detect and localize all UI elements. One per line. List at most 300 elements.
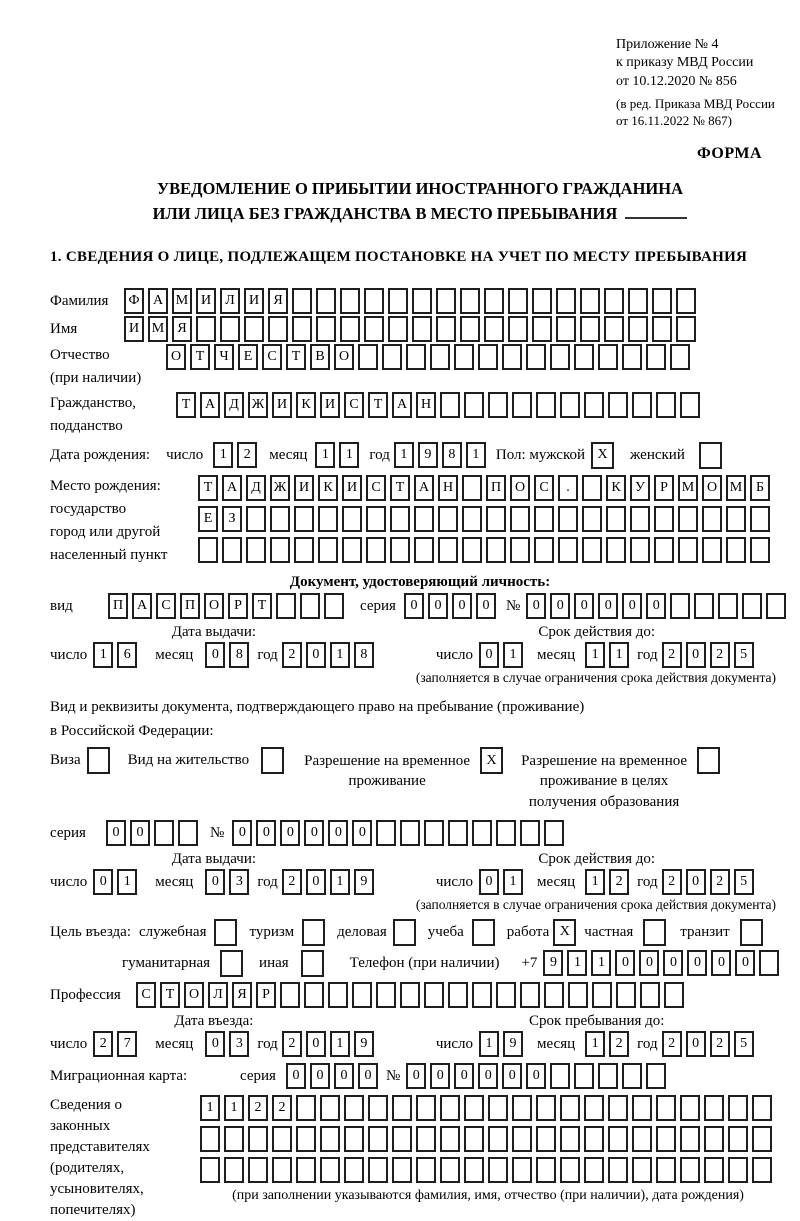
form-cell[interactable] xyxy=(366,506,386,532)
checkbox-cell[interactable] xyxy=(302,919,325,946)
form-cell[interactable]: 0 xyxy=(663,950,683,976)
form-cell[interactable] xyxy=(536,1095,556,1121)
form-cell[interactable]: И xyxy=(320,392,340,418)
checkbox-cell[interactable]: X xyxy=(553,919,576,946)
form-cell[interactable]: 0 xyxy=(526,593,546,619)
form-cell[interactable] xyxy=(656,392,676,418)
form-cell[interactable]: Р xyxy=(256,982,276,1008)
form-cell[interactable] xyxy=(512,392,532,418)
form-cell[interactable]: 0 xyxy=(622,593,642,619)
form-cell[interactable] xyxy=(622,1063,642,1089)
form-cell[interactable] xyxy=(416,1126,436,1152)
form-cell[interactable]: О xyxy=(510,475,530,501)
form-cell[interactable]: 0 xyxy=(598,593,618,619)
form-cell[interactable]: 2 xyxy=(93,1031,113,1057)
form-cell[interactable]: 2 xyxy=(282,642,302,668)
checkbox-cell[interactable] xyxy=(220,950,243,977)
form-cell[interactable]: И xyxy=(294,475,314,501)
form-cell[interactable] xyxy=(534,537,554,563)
form-cell[interactable] xyxy=(556,316,576,342)
form-cell[interactable] xyxy=(759,950,779,976)
form-cell[interactable]: 0 xyxy=(686,1031,706,1057)
form-cell[interactable]: 8 xyxy=(354,642,374,668)
form-cell[interactable]: 2 xyxy=(662,869,682,895)
form-cell[interactable] xyxy=(750,506,770,532)
form-cell[interactable] xyxy=(704,1157,724,1183)
form-cell[interactable]: 8 xyxy=(442,442,462,468)
form-cell[interactable] xyxy=(520,982,540,1008)
form-cell[interactable] xyxy=(464,1157,484,1183)
form-cell[interactable] xyxy=(512,1095,532,1121)
form-cell[interactable] xyxy=(178,820,198,846)
form-cell[interactable] xyxy=(622,344,642,370)
form-cell[interactable] xyxy=(342,537,362,563)
form-cell[interactable]: 0 xyxy=(310,1063,330,1089)
form-cell[interactable]: 1 xyxy=(200,1095,220,1121)
form-cell[interactable]: 2 xyxy=(272,1095,292,1121)
form-cell[interactable]: 1 xyxy=(585,642,605,668)
form-cell[interactable]: 2 xyxy=(710,1031,730,1057)
form-cell[interactable] xyxy=(200,1157,220,1183)
form-cell[interactable] xyxy=(694,593,714,619)
form-cell[interactable] xyxy=(536,392,556,418)
form-cell[interactable]: 0 xyxy=(334,1063,354,1089)
form-cell[interactable] xyxy=(478,344,498,370)
form-cell[interactable] xyxy=(484,316,504,342)
form-cell[interactable] xyxy=(630,506,650,532)
form-cell[interactable]: . xyxy=(558,475,578,501)
form-cell[interactable]: Т xyxy=(190,344,210,370)
form-cell[interactable] xyxy=(508,316,528,342)
form-cell[interactable] xyxy=(296,1157,316,1183)
form-cell[interactable] xyxy=(440,1126,460,1152)
form-cell[interactable]: 0 xyxy=(526,1063,546,1089)
form-cell[interactable] xyxy=(752,1157,772,1183)
form-cell[interactable] xyxy=(484,288,504,314)
form-cell[interactable] xyxy=(300,593,320,619)
form-cell[interactable]: А xyxy=(148,288,168,314)
form-cell[interactable] xyxy=(272,1126,292,1152)
form-cell[interactable]: Т xyxy=(368,392,388,418)
form-cell[interactable]: 9 xyxy=(354,1031,374,1057)
form-cell[interactable]: 1 xyxy=(479,1031,499,1057)
form-cell[interactable] xyxy=(388,288,408,314)
form-cell[interactable] xyxy=(320,1157,340,1183)
form-cell[interactable]: 1 xyxy=(503,642,523,668)
form-cell[interactable] xyxy=(464,1126,484,1152)
form-cell[interactable]: Е xyxy=(238,344,258,370)
form-cell[interactable]: 6 xyxy=(117,642,137,668)
form-cell[interactable] xyxy=(606,506,626,532)
form-cell[interactable] xyxy=(750,537,770,563)
form-cell[interactable]: 1 xyxy=(503,869,523,895)
form-cell[interactable] xyxy=(654,537,674,563)
form-cell[interactable]: М xyxy=(678,475,698,501)
form-cell[interactable] xyxy=(520,820,540,846)
form-cell[interactable]: 0 xyxy=(352,820,372,846)
form-cell[interactable] xyxy=(364,316,384,342)
form-cell[interactable]: 2 xyxy=(282,869,302,895)
form-cell[interactable] xyxy=(324,593,344,619)
form-cell[interactable] xyxy=(424,982,444,1008)
form-cell[interactable]: 7 xyxy=(117,1031,137,1057)
form-cell[interactable] xyxy=(224,1126,244,1152)
form-cell[interactable]: Ч xyxy=(214,344,234,370)
form-cell[interactable]: 0 xyxy=(646,593,666,619)
form-cell[interactable]: В xyxy=(310,344,330,370)
form-cell[interactable] xyxy=(676,288,696,314)
form-cell[interactable] xyxy=(608,1126,628,1152)
form-cell[interactable]: Ф xyxy=(124,288,144,314)
form-cell[interactable] xyxy=(632,392,652,418)
form-cell[interactable] xyxy=(352,982,372,1008)
form-cell[interactable] xyxy=(726,537,746,563)
form-cell[interactable] xyxy=(608,1095,628,1121)
form-cell[interactable] xyxy=(366,537,386,563)
form-cell[interactable] xyxy=(496,982,516,1008)
form-cell[interactable] xyxy=(460,316,480,342)
form-cell[interactable]: Л xyxy=(220,288,240,314)
form-cell[interactable] xyxy=(556,288,576,314)
form-cell[interactable]: П xyxy=(108,593,128,619)
form-cell[interactable] xyxy=(292,288,312,314)
form-cell[interactable] xyxy=(632,1157,652,1183)
form-cell[interactable] xyxy=(510,506,530,532)
form-cell[interactable]: Д xyxy=(224,392,244,418)
form-cell[interactable] xyxy=(304,982,324,1008)
form-cell[interactable]: 0 xyxy=(306,1031,326,1057)
form-cell[interactable]: Б xyxy=(750,475,770,501)
checkbox-cell[interactable] xyxy=(393,919,416,946)
form-cell[interactable] xyxy=(412,316,432,342)
form-cell[interactable] xyxy=(742,593,762,619)
form-cell[interactable] xyxy=(632,1095,652,1121)
form-cell[interactable]: 0 xyxy=(428,593,448,619)
form-cell[interactable] xyxy=(392,1095,412,1121)
form-cell[interactable] xyxy=(222,537,242,563)
form-cell[interactable] xyxy=(320,1095,340,1121)
form-cell[interactable] xyxy=(646,1063,666,1089)
form-cell[interactable]: Л xyxy=(208,982,228,1008)
form-cell[interactable] xyxy=(316,316,336,342)
form-cell[interactable] xyxy=(580,288,600,314)
form-cell[interactable] xyxy=(364,288,384,314)
form-cell[interactable]: 9 xyxy=(543,950,563,976)
form-cell[interactable] xyxy=(560,1157,580,1183)
form-cell[interactable]: К xyxy=(318,475,338,501)
form-cell[interactable]: У xyxy=(630,475,650,501)
form-cell[interactable] xyxy=(656,1095,676,1121)
form-cell[interactable] xyxy=(292,316,312,342)
form-cell[interactable] xyxy=(598,1063,618,1089)
form-cell[interactable]: 2 xyxy=(662,1031,682,1057)
form-cell[interactable] xyxy=(508,288,528,314)
form-cell[interactable] xyxy=(630,537,650,563)
form-cell[interactable] xyxy=(488,392,508,418)
form-cell[interactable] xyxy=(702,537,722,563)
form-cell[interactable] xyxy=(704,1095,724,1121)
form-cell[interactable] xyxy=(532,316,552,342)
form-cell[interactable] xyxy=(584,1157,604,1183)
form-cell[interactable]: 0 xyxy=(639,950,659,976)
form-cell[interactable] xyxy=(728,1095,748,1121)
form-cell[interactable]: С xyxy=(534,475,554,501)
form-cell[interactable] xyxy=(368,1095,388,1121)
form-cell[interactable] xyxy=(414,506,434,532)
form-cell[interactable]: 2 xyxy=(237,442,257,468)
form-cell[interactable] xyxy=(344,1095,364,1121)
checkbox-cell[interactable] xyxy=(472,919,495,946)
form-cell[interactable] xyxy=(328,982,348,1008)
form-cell[interactable]: П xyxy=(486,475,506,501)
form-cell[interactable]: 1 xyxy=(213,442,233,468)
form-cell[interactable] xyxy=(512,1126,532,1152)
form-cell[interactable] xyxy=(656,1157,676,1183)
form-cell[interactable] xyxy=(438,537,458,563)
form-cell[interactable]: С xyxy=(156,593,176,619)
form-cell[interactable] xyxy=(320,1126,340,1152)
form-cell[interactable] xyxy=(640,982,660,1008)
form-cell[interactable]: 1 xyxy=(224,1095,244,1121)
checkbox-cell[interactable] xyxy=(87,747,110,774)
form-cell[interactable] xyxy=(424,820,444,846)
form-cell[interactable] xyxy=(248,1126,268,1152)
form-cell[interactable] xyxy=(368,1126,388,1152)
form-cell[interactable] xyxy=(392,1126,412,1152)
form-cell[interactable]: 1 xyxy=(585,1031,605,1057)
form-cell[interactable] xyxy=(472,820,492,846)
form-cell[interactable] xyxy=(574,1063,594,1089)
checkbox-cell[interactable] xyxy=(261,747,284,774)
form-cell[interactable]: И xyxy=(196,288,216,314)
form-cell[interactable]: Ж xyxy=(270,475,290,501)
form-cell[interactable] xyxy=(248,1157,268,1183)
form-cell[interactable] xyxy=(272,1157,292,1183)
form-cell[interactable] xyxy=(414,537,434,563)
form-cell[interactable]: Т xyxy=(286,344,306,370)
form-cell[interactable] xyxy=(448,820,468,846)
form-cell[interactable] xyxy=(198,537,218,563)
form-cell[interactable] xyxy=(616,982,636,1008)
form-cell[interactable] xyxy=(464,1095,484,1121)
form-cell[interactable]: 0 xyxy=(550,593,570,619)
form-cell[interactable]: П xyxy=(180,593,200,619)
form-cell[interactable] xyxy=(582,506,602,532)
form-cell[interactable] xyxy=(532,288,552,314)
form-cell[interactable] xyxy=(340,288,360,314)
form-cell[interactable]: 2 xyxy=(282,1031,302,1057)
form-cell[interactable]: 1 xyxy=(117,869,137,895)
form-cell[interactable]: 0 xyxy=(711,950,731,976)
form-cell[interactable] xyxy=(488,1126,508,1152)
form-cell[interactable] xyxy=(460,288,480,314)
form-cell[interactable]: 0 xyxy=(130,820,150,846)
form-cell[interactable] xyxy=(392,1157,412,1183)
form-cell[interactable]: 0 xyxy=(93,869,113,895)
form-cell[interactable] xyxy=(670,593,690,619)
form-cell[interactable]: 0 xyxy=(574,593,594,619)
form-cell[interactable] xyxy=(488,1157,508,1183)
form-cell[interactable] xyxy=(268,316,288,342)
form-cell[interactable]: 9 xyxy=(354,869,374,895)
form-cell[interactable]: Т xyxy=(252,593,272,619)
form-cell[interactable] xyxy=(462,537,482,563)
form-cell[interactable]: К xyxy=(606,475,626,501)
form-cell[interactable] xyxy=(318,506,338,532)
form-cell[interactable] xyxy=(486,537,506,563)
form-cell[interactable] xyxy=(558,537,578,563)
form-cell[interactable] xyxy=(376,982,396,1008)
form-cell[interactable]: 0 xyxy=(205,1031,225,1057)
form-cell[interactable] xyxy=(664,982,684,1008)
form-cell[interactable] xyxy=(604,316,624,342)
form-cell[interactable] xyxy=(680,392,700,418)
form-cell[interactable] xyxy=(728,1157,748,1183)
form-cell[interactable]: С xyxy=(136,982,156,1008)
form-cell[interactable] xyxy=(246,506,266,532)
form-cell[interactable] xyxy=(560,1126,580,1152)
form-cell[interactable] xyxy=(584,1126,604,1152)
form-cell[interactable]: 1 xyxy=(330,1031,350,1057)
form-cell[interactable]: А xyxy=(414,475,434,501)
form-cell[interactable]: З xyxy=(222,506,242,532)
form-cell[interactable] xyxy=(584,1095,604,1121)
form-cell[interactable]: О xyxy=(702,475,722,501)
form-cell[interactable]: 5 xyxy=(734,1031,754,1057)
form-cell[interactable]: 1 xyxy=(466,442,486,468)
form-cell[interactable] xyxy=(294,537,314,563)
form-cell[interactable]: А xyxy=(392,392,412,418)
form-cell[interactable] xyxy=(584,392,604,418)
form-cell[interactable]: 2 xyxy=(662,642,682,668)
form-cell[interactable] xyxy=(154,820,174,846)
form-cell[interactable] xyxy=(296,1095,316,1121)
form-cell[interactable]: Т xyxy=(390,475,410,501)
form-cell[interactable] xyxy=(752,1095,772,1121)
form-cell[interactable] xyxy=(526,344,546,370)
form-cell[interactable]: 0 xyxy=(479,642,499,668)
form-cell[interactable]: 1 xyxy=(585,869,605,895)
form-cell[interactable]: 0 xyxy=(404,593,424,619)
form-cell[interactable] xyxy=(344,1126,364,1152)
form-cell[interactable] xyxy=(568,982,588,1008)
form-cell[interactable] xyxy=(294,506,314,532)
form-cell[interactable]: 1 xyxy=(591,950,611,976)
form-cell[interactable]: 2 xyxy=(710,869,730,895)
form-cell[interactable] xyxy=(550,1063,570,1089)
form-cell[interactable]: 0 xyxy=(430,1063,450,1089)
checkbox-cell[interactable] xyxy=(643,919,666,946)
form-cell[interactable]: 0 xyxy=(687,950,707,976)
form-cell[interactable]: 9 xyxy=(418,442,438,468)
form-cell[interactable] xyxy=(436,288,456,314)
form-cell[interactable] xyxy=(486,506,506,532)
checkbox-cell[interactable] xyxy=(699,442,722,469)
form-cell[interactable]: А xyxy=(132,593,152,619)
form-cell[interactable]: 0 xyxy=(502,1063,522,1089)
form-cell[interactable] xyxy=(438,506,458,532)
form-cell[interactable] xyxy=(400,982,420,1008)
form-cell[interactable] xyxy=(550,344,570,370)
form-cell[interactable]: 0 xyxy=(306,642,326,668)
form-cell[interactable]: 1 xyxy=(93,642,113,668)
form-cell[interactable] xyxy=(488,1095,508,1121)
form-cell[interactable] xyxy=(654,506,674,532)
form-cell[interactable] xyxy=(558,506,578,532)
form-cell[interactable] xyxy=(598,344,618,370)
form-cell[interactable] xyxy=(358,344,378,370)
form-cell[interactable] xyxy=(462,475,482,501)
form-cell[interactable] xyxy=(416,1095,436,1121)
form-cell[interactable] xyxy=(702,506,722,532)
form-cell[interactable]: 0 xyxy=(306,869,326,895)
form-cell[interactable]: 0 xyxy=(406,1063,426,1089)
form-cell[interactable] xyxy=(388,316,408,342)
form-cell[interactable]: И xyxy=(244,288,264,314)
form-cell[interactable]: И xyxy=(272,392,292,418)
form-cell[interactable]: 3 xyxy=(229,869,249,895)
form-cell[interactable] xyxy=(196,316,216,342)
form-cell[interactable]: О xyxy=(184,982,204,1008)
form-cell[interactable] xyxy=(342,506,362,532)
form-cell[interactable] xyxy=(496,820,516,846)
form-cell[interactable]: Я xyxy=(232,982,252,1008)
form-cell[interactable]: 1 xyxy=(315,442,335,468)
form-cell[interactable] xyxy=(270,506,290,532)
form-cell[interactable] xyxy=(582,537,602,563)
form-cell[interactable] xyxy=(680,1095,700,1121)
form-cell[interactable] xyxy=(430,344,450,370)
form-cell[interactable] xyxy=(544,982,564,1008)
form-cell[interactable]: 1 xyxy=(394,442,414,468)
form-cell[interactable] xyxy=(544,820,564,846)
form-cell[interactable] xyxy=(512,1157,532,1183)
checkbox-cell[interactable] xyxy=(697,747,720,774)
form-cell[interactable]: 0 xyxy=(479,869,499,895)
form-cell[interactable] xyxy=(718,593,738,619)
form-cell[interactable]: Ж xyxy=(248,392,268,418)
form-cell[interactable]: М xyxy=(172,288,192,314)
form-cell[interactable]: 0 xyxy=(205,642,225,668)
form-cell[interactable]: 8 xyxy=(229,642,249,668)
form-cell[interactable] xyxy=(728,1126,748,1152)
form-cell[interactable]: Т xyxy=(198,475,218,501)
checkbox-cell[interactable]: X xyxy=(480,747,503,774)
form-cell[interactable]: М xyxy=(148,316,168,342)
form-cell[interactable] xyxy=(400,820,420,846)
form-cell[interactable]: 2 xyxy=(609,1031,629,1057)
form-cell[interactable]: Н xyxy=(438,475,458,501)
form-cell[interactable] xyxy=(436,316,456,342)
form-cell[interactable]: И xyxy=(124,316,144,342)
form-cell[interactable]: О xyxy=(334,344,354,370)
form-cell[interactable]: 2 xyxy=(248,1095,268,1121)
form-cell[interactable] xyxy=(440,1095,460,1121)
form-cell[interactable] xyxy=(454,344,474,370)
form-cell[interactable] xyxy=(628,288,648,314)
form-cell[interactable]: С xyxy=(262,344,282,370)
form-cell[interactable] xyxy=(560,1095,580,1121)
form-cell[interactable] xyxy=(246,537,266,563)
form-cell[interactable]: Я xyxy=(268,288,288,314)
form-cell[interactable] xyxy=(280,982,300,1008)
form-cell[interactable] xyxy=(224,1157,244,1183)
form-cell[interactable]: Д xyxy=(246,475,266,501)
form-cell[interactable] xyxy=(608,392,628,418)
form-cell[interactable]: 0 xyxy=(478,1063,498,1089)
form-cell[interactable]: 5 xyxy=(734,642,754,668)
form-cell[interactable] xyxy=(608,1157,628,1183)
